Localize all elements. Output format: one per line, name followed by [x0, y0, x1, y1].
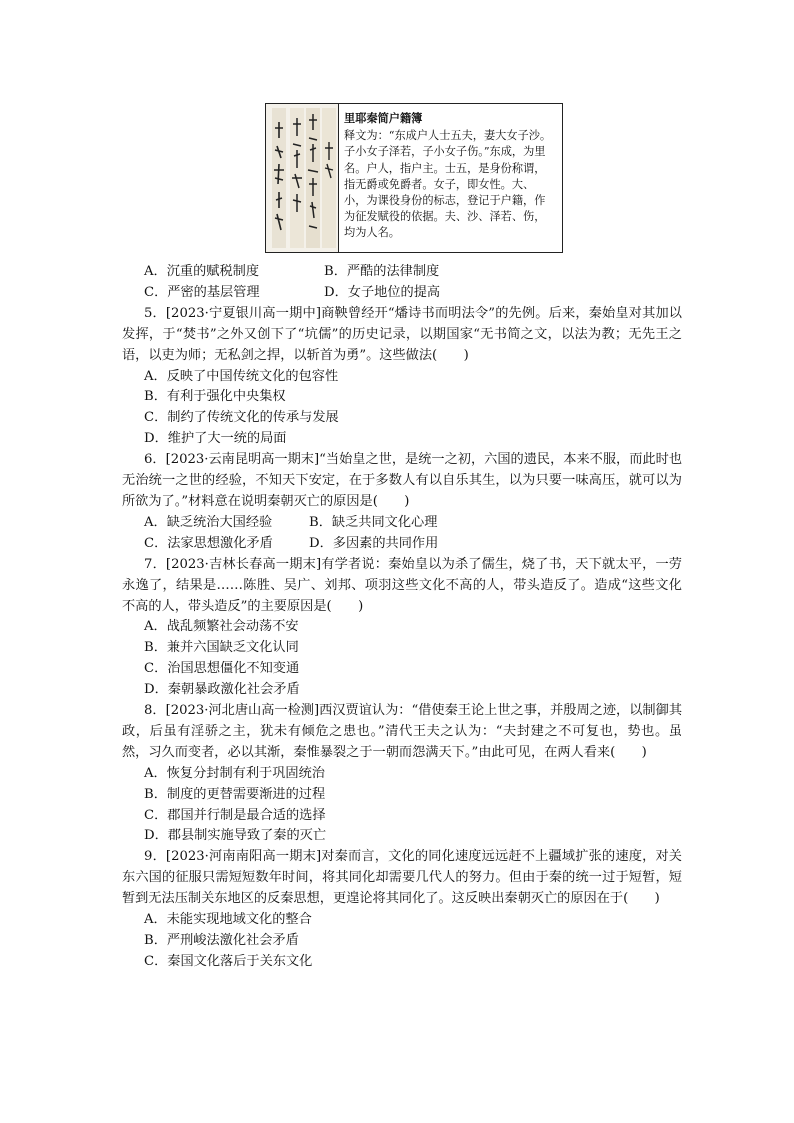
q6-stem: 6．[2023·云南昆明高一期末]“当始皇之世，是统一之初，六国的遗民，本来不服，而此时也无治统一之世的经验，不知天下安定，在于多数人有以自乐其生，以为只要一味高压，就可以为所欲为了。”材料意在说明秦朝灭亡的原因是( )	[122, 452, 682, 509]
q6-option-c: C．法家思想激化矛盾	[144, 535, 273, 551]
q5-stem: 5．[2023·宁夏银川高一期中]商鞅曾经开“燔诗书而明法令”的先例。后来，秦始皇对其加以发挥，于“焚书”之外又创下了“坑儒”的历史记录，以期国家“无书简之文，以法为教；无先王之语，以吏为师；无私剑之捍，以斩首为勇”。这些做法( )	[122, 305, 682, 363]
q4-option-b: B．严酷的法律制度	[324, 264, 440, 279]
q8-option-a: A．恢复分封制有利于巩固统治	[144, 765, 325, 781]
q6-options-row2	[122, 534, 682, 555]
q8-stem: 8．[2023·河北唐山高一检测]西汉贾谊认为：“借使秦王论上世之事，并殷周之迹，以制御其政，后虽有淫骄之主，犹未有倾危之患也。”清代王夫之认为：“夫封建之不可复也，势也。虽然，习久而变者，必以其渐，秦惟暴裂之于一朝而怨满天下。”由此可见，在两人看来( )	[122, 703, 682, 760]
q7-option-c: C．治国思想僵化不知变通	[144, 661, 300, 677]
figure-text: 释文为：“东成户人士五夫，妻大女子沙。子小女子泽若，子小女子伤。”东成，为里名。户人，指户主。士五，是身份称谓，指无爵或免爵者。女子，即女性。大、小，为课役身份的标志，登记于户籍，作为征发赋役的依据。夫、沙、泽若、伤，均为人名。	[344, 129, 552, 240]
q8-option-d: D．郡县制实施导致了秦的灭亡	[144, 828, 327, 844]
q8-option-c: C．郡国并行制是最合适的选择	[144, 807, 326, 823]
bamboo-slips-image	[266, 104, 339, 252]
figure-caption	[339, 104, 562, 252]
q7-stem: 7．[2023·吉林长春高一期末]有学者说：秦始皇以为杀了儒生，烧了书，天下就太平，一劳永逸了，结果是……陈胜、吴广、刘邦、项羽这些文化不高的人，带头造反了。造成“这些文化不高的人，带头造反”的主要原因是( )	[122, 556, 682, 614]
q4-options-row1	[122, 262, 682, 283]
q9-option-c: C．秦国文化落后于关东文化	[144, 953, 313, 969]
q9-option-b: B．严刑峻法激化社会矛盾	[144, 933, 299, 948]
question-content	[122, 262, 682, 973]
q7-option-d: D．秦朝暴政激化社会矛盾	[144, 682, 300, 698]
bamboo-slip	[322, 108, 336, 248]
q5-option-a: A．反映了中国传统文化的包容性	[144, 368, 339, 384]
q4-option-c: C．严密的基层管理	[144, 284, 260, 300]
q7-option-b: B．兼并六国缺乏文化认同	[144, 640, 299, 656]
figure-box	[265, 103, 563, 253]
q6-option-d: D．多因素的共同作用	[309, 535, 439, 551]
q6-option-b: B．缺乏共同文化心理	[309, 514, 438, 530]
q9-stem: 9．[2023·河南南阳高一期末]对秦而言，文化的同化速度远远赶不上疆域扩张的速度，对关东六国的征服只需短短数年时间，将其同化却需要几代人的努力。但由于秦的统一过于短暂，短暂到无法压制关东地区的反秦思想，更遑论将其同化了。这反映出秦朝灭亡的原因在于( )	[122, 849, 682, 907]
bamboo-slip	[306, 108, 320, 248]
q5-option-d: D．维护了大一统的局面	[144, 431, 287, 447]
q6-option-a: A．缺乏统治大国经验	[144, 514, 273, 530]
q4-option-d: D．女子地位的提高	[324, 284, 441, 300]
bamboo-slip	[290, 108, 304, 248]
q4-option-a: A．沉重的赋税制度	[144, 264, 260, 279]
q7-option-a: A．战乱频繁社会动荡不安	[144, 619, 299, 635]
q6-options-row1	[122, 513, 682, 534]
figure-title: 里耶秦简户籍簿	[344, 111, 423, 125]
q5-option-c: C．制约了传统文化的传承与发展	[144, 410, 339, 426]
q5-option-b: B．有利于强化中央集权	[144, 389, 286, 405]
q9-option-a: A．未能实现地域文化的整合	[144, 912, 312, 928]
bamboo-slip	[272, 108, 286, 248]
q8-option-b: B．制度的更替需要渐进的过程	[144, 786, 326, 802]
q4-options-row2	[122, 283, 682, 304]
